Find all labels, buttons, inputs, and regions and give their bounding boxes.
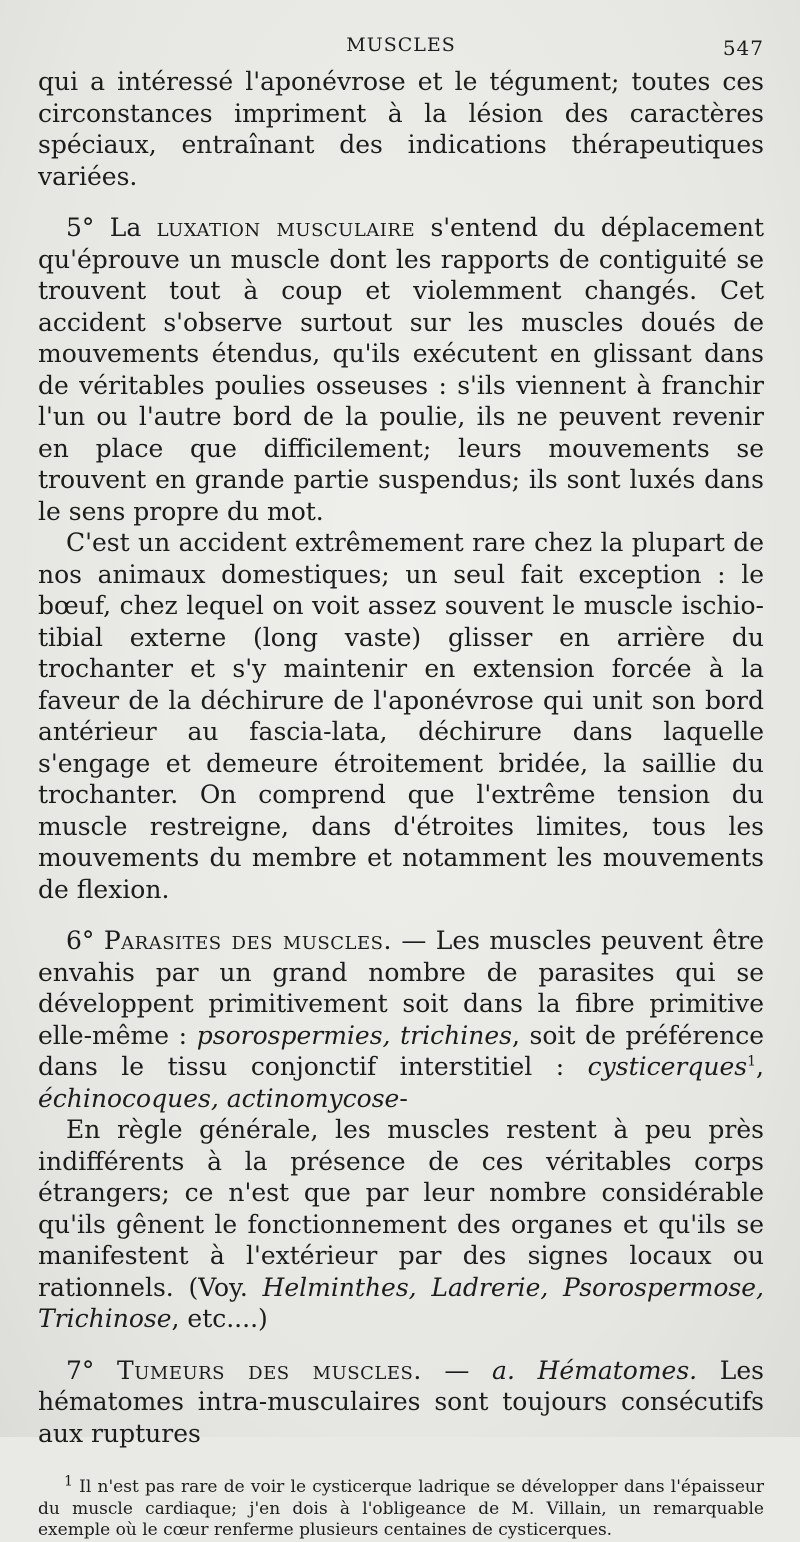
section-heading: Tumeurs des muscles. xyxy=(117,1355,422,1385)
section-number: 7° xyxy=(66,1355,118,1385)
footnote-marker: 1 xyxy=(64,1473,73,1490)
body-text xyxy=(38,66,764,1449)
footnotes xyxy=(38,1473,764,1542)
paragraph-tumeurs xyxy=(38,1355,764,1450)
section-number: 5° La xyxy=(66,213,157,242)
section-heading: luxation musculaire xyxy=(156,213,416,242)
running-header xyxy=(38,30,764,66)
italic-term: Helminthes, Ladrerie, Psorospermose, Trichinose xyxy=(38,1272,764,1333)
paragraph-continuation xyxy=(38,66,764,192)
paragraph-text: — Les muscles peuvent être envahis par un grand nombre de parasites qui se développent primitivement soit dans la fibre primitive elle-même : xyxy=(38,926,764,1050)
footnote-text: Il n'est pas rare de voir le cysticerque ladrique se développer dans l'épaisseur du muscle cardiaque; j'en dois à l'obligeance de M. Villain, un remarquable exemple où le cœur renferme plusieurs centaines de cysticerques. xyxy=(38,1477,764,1540)
footnote xyxy=(38,1473,764,1542)
section-number: 6° xyxy=(66,926,104,955)
paragraph-text: — xyxy=(421,1355,493,1385)
footnote-ref: 1 xyxy=(747,1053,757,1070)
running-title: MUSCLES xyxy=(346,34,456,56)
paragraph-text: , xyxy=(756,1052,764,1081)
paragraph-luxation xyxy=(38,212,764,527)
paragraph-text: - xyxy=(399,1083,408,1113)
paragraph-text: s'entend du déplacement qu'éprouve un muscle dont les rapports de contiguité se trouvent tout à coup et violemment changés. Cet accident s'observe surtout sur les muscles doués de mouvements étendus, qu'ils exécutent en glissant dans de véritables poulies osseuses : s'ils viennent à franchir l'un ou l'autre bord de la poulie, ils ne peuvent revenir en place que difficilement; leurs mouvements se trouvent en grande partie suspendus; ils sont luxés dans le sens propre du mot. xyxy=(38,213,765,526)
paragraph-text: Les hématomes intra-musculaires sont toujours consécutifs aux ruptures xyxy=(38,1355,764,1448)
italic-term: psorospermies, trichines xyxy=(196,1020,512,1050)
italic-term: échinocoques, actinomycose xyxy=(38,1083,400,1113)
paragraph-regle xyxy=(38,1114,764,1335)
paragraph-accident xyxy=(38,527,764,905)
paragraph-text: C'est un accident extrêmement rare chez la plupart de nos animaux domestiques; un seul fait exception : le bœuf, chez lequel on voit assez souvent le muscle ischio-tibial externe (long vaste) glisser en arrière du trochanter et s'y maintenir en extension forcée à la faveur de la déchirure de l'aponévrose qui unit son bord antérieur au fascia-lata, déchirure dans laquelle s'engage et demeure étroitement bridée, la saillie du trochanter. On comprend que l'extrême tension du muscle restreigne, dans d'étroites limites, tous les mouvements du membre et notamment les mouvements de flexion. xyxy=(38,528,764,904)
paragraph-text: En règle générale, les muscles restent à peu près indifférents à la présence de ces véritables corps étrangers; ce n'est que par leur nombre considérable qu'ils gênent le fonctionnement des organes et qu'ils se manifestent à l'extérieur par des signes locaux ou rationnels. (Voy. xyxy=(38,1115,764,1302)
italic-term: a. Hématomes. xyxy=(492,1355,698,1385)
paragraph-text: , soit de préférence dans le tissu conjonctif interstitiel : xyxy=(38,1020,764,1081)
section-heading: Parasites des muscles. xyxy=(103,926,392,955)
page-number: 547 xyxy=(722,36,764,60)
paragraph-parasites xyxy=(38,925,764,1114)
paragraph-text: , etc....) xyxy=(171,1304,268,1333)
italic-term: cysticerques xyxy=(587,1052,748,1081)
paragraph-text: qui a intéressé l'aponévrose et le tégument; toutes ces circonstances impriment à la lésion des caractères spéciaux, entraînant des indications thérapeutiques variées. xyxy=(38,67,764,191)
